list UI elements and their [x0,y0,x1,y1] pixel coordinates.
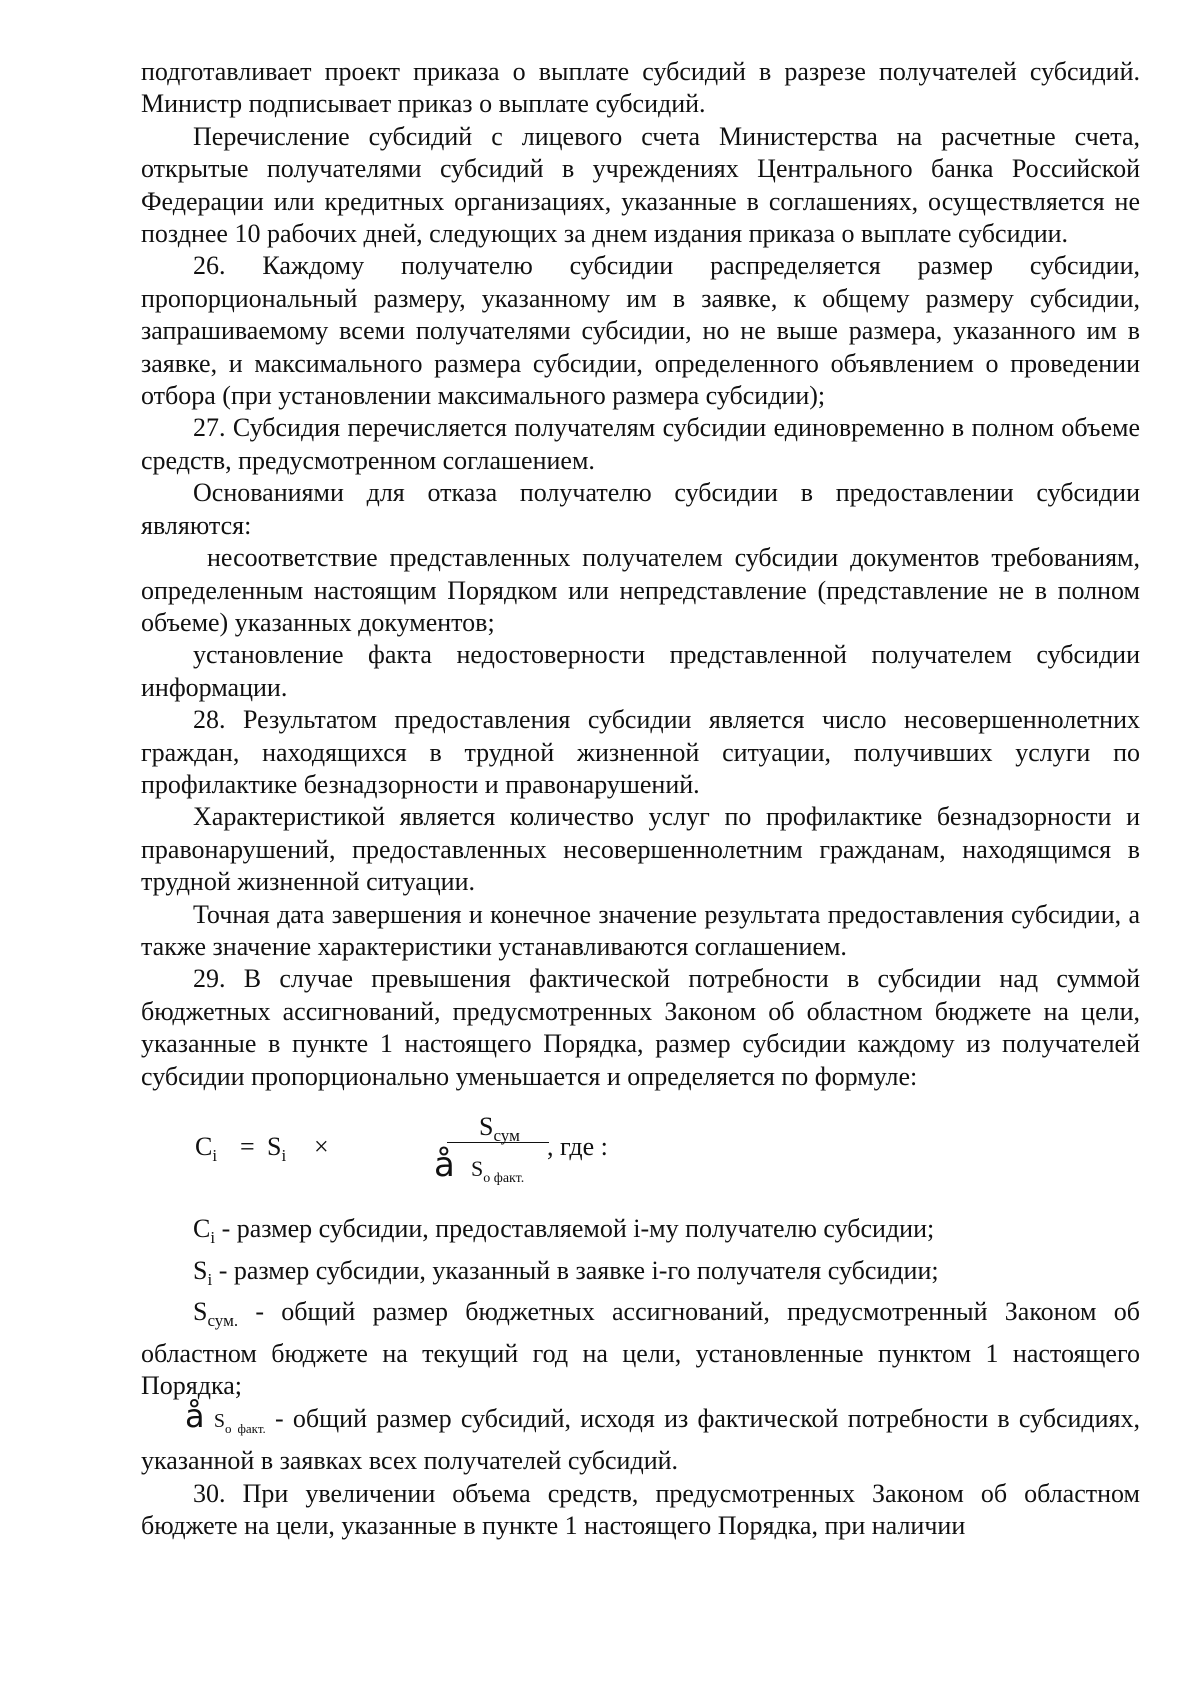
formula-where: , где : [547,1132,608,1161]
definition-ssum: $S_{сум.}$ - общий размер бюджетных ассигнований, предусмотренный Законом об областном бюджете на текущий год на цели, установленные пунктом 1 настоящего Порядка; [141,1297,1140,1401]
formula-times: × [314,1132,329,1161]
sum-sign-icon: å [185,1396,205,1435]
paragraph-exact-date: Точная дата завершения и конечное значение результата предоставления субсидии, а также значение характеристики устанавливаются соглашением. [141,899,1140,961]
paragraph-refusal-2: установление факта недостоверности представленной получателем субсидии информации. [141,640,1140,702]
fraction-bar [447,1142,549,1143]
paragraph-continuation: подготавливает проект приказа о выплате субсидий в разрезе получателей субсидий. Министр подписывает приказ о выплате субсидий. [141,57,1140,119]
paragraph-26: 26. Каждому получателю субсидии распределяется размер субсидии, пропорциональный размеру, указанному им в заявке, к общему размеру субсидии, запрашиваемому всеми получателями субсидии, но не выше размера, указанного им в заявке, и максимального размера субсидии, определенного объявлением о проведении отбора (при установлении максимального размера субсидии); [141,251,1140,411]
paragraph-refusal-1: несоответствие представленных получателем субсидии документов требованиям, определенным настоящим Порядком или непредставление (представление не в полном объеме) указанных документов; [141,543,1140,637]
paragraph-28: 28. Результатом предоставления субсидии является число несовершеннолетних граждан, находящихся в трудной жизненной ситуации, получивших услуги по профилактике безнадзорности и правонарушений. [141,705,1140,799]
document-body [141,56,1140,1542]
definition-ci: $C_i$ - размер субсидии, предоставляемой i-му получателю субсидии; [193,1214,935,1248]
definition-sfact: å $S_{о факт.}$ - общий размер субсидий, исходя из фактической потребности в субсидиях, указанной в заявках всех получателей субсидий. [141,1396,1141,1476]
formula-eq: = [240,1132,255,1161]
paragraph-refusal-grounds: Основаниями для отказа получателю субсидии в предоставлении субсидии являются: [141,478,1140,540]
formula-block [141,1093,1140,1213]
definition-si: $S_i$ - размер субсидии, указанный в заявке i-го получателя субсидии; [193,1255,939,1289]
paragraph-characteristic: Характеристикой является количество услуг по профилактике безнадзорности и правонарушений, предоставленных несовершеннолетним гражданам, находящимся в трудной жизненной ситуации. [141,802,1140,897]
paragraph-27: 27. Субсидия перечисляется получателям субсидии единовременно в полном объеме средств, предусмотренном соглашением. [141,413,1140,475]
sum-sign-icon: å [434,1145,455,1185]
formula-denominator: $S_{о факт.}$ [471,1156,525,1186]
formula-c: $C_i$ [195,1132,218,1165]
paragraph-29: 29. В случае превышения фактической потребности в субсидии над суммой бюджетных ассигнований, предусмотренных Законом об областном бюджете на цели, указанные в пункте 1 настоящего Порядка, размер субсидии каждому из получателей субсидии пропорционально уменьшается и определяется по формуле: [141,964,1140,1091]
formula-s: $S_i$ [267,1132,287,1165]
formula-numerator: $S_{сум}$ [479,1112,520,1145]
paragraph-transfer: Перечисление субсидий с лицевого счета Министерства на расчетные счета, открытые получателями субсидий в учреждениях Центрального банка Российской Федерации или кредитных организациях, указанные в соглашениях, осуществляется не позднее 10 рабочих дней, следующих за днем издания приказа о выплате субсидии. [141,121,1140,249]
paragraph-30: 30. При увеличении объема средств, предусмотренных Законом об областном бюджете на цели, указанные в пункте 1 настоящего Порядка, при наличии [141,1478,1140,1540]
